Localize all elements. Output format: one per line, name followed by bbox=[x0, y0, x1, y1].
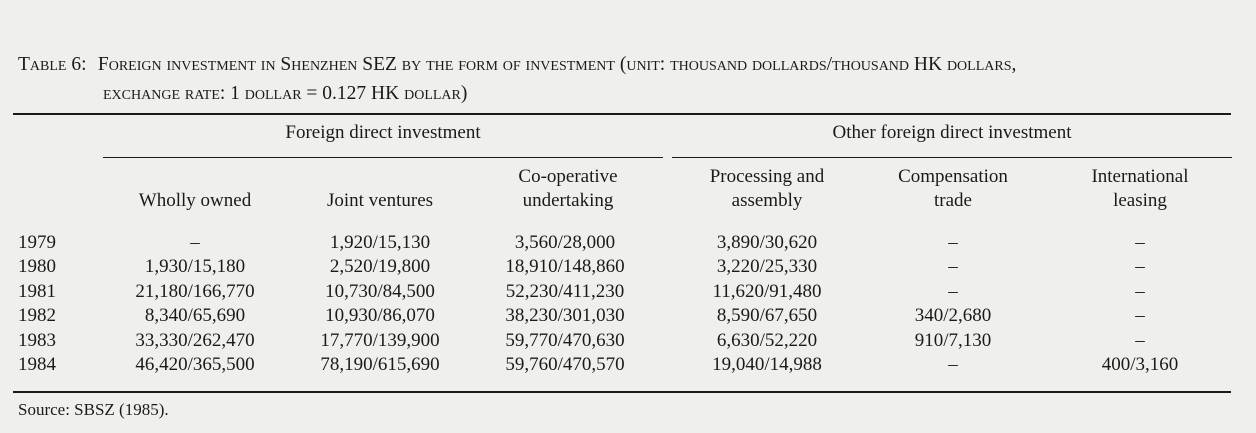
column-header-text: Compensation trade bbox=[898, 166, 1008, 211]
column-header-text: Co-operative undertaking bbox=[518, 166, 618, 211]
table-source-note: Source: SBSZ (1985). bbox=[18, 400, 169, 419]
table-cell: 3,890/30,620 bbox=[716, 232, 818, 253]
table-cell: – bbox=[948, 256, 958, 278]
table-cell: 18,910/148,860 bbox=[505, 256, 625, 278]
table-row bbox=[0, 255, 1256, 279]
table-cell: 2,520/19,800 bbox=[329, 256, 431, 278]
group-header-other-fdi: Other foreign direct investment bbox=[832, 122, 1072, 143]
column-header-processing-assembly bbox=[682, 165, 852, 213]
table-cell: 59,770/470,630 bbox=[505, 329, 625, 351]
table-row bbox=[0, 280, 1256, 304]
table-cell: – bbox=[1135, 305, 1145, 327]
table-cell: 59,760/470,570 bbox=[505, 354, 625, 375]
table-cell: 8,340/65,690 bbox=[144, 305, 246, 327]
row-year: 1984 bbox=[18, 354, 56, 375]
table-cell: 400/3,160 bbox=[1101, 354, 1179, 375]
table-cell: – bbox=[948, 280, 958, 302]
caption-text: Foreign investment in Shenzhen SEZ by the form of investment (unit: thousand dollards/thousand HK dollars, bbox=[97, 54, 1017, 75]
table-cell: 3,560/28,000 bbox=[514, 232, 616, 253]
column-header-joint-ventures: Joint ventures bbox=[326, 190, 434, 211]
table-cell: 10,930/86,070 bbox=[325, 305, 435, 327]
table-caption bbox=[18, 50, 1243, 108]
column-header-compensation-trade bbox=[868, 165, 1038, 213]
table-row bbox=[0, 231, 1256, 255]
table-cell: 38,230/301,030 bbox=[505, 305, 625, 327]
column-header-international-leasing bbox=[1055, 165, 1225, 213]
table-cell: 33,330/262,470 bbox=[135, 329, 255, 351]
column-header-text: International leasing bbox=[1091, 166, 1189, 211]
table-cell: 10,730/84,500 bbox=[325, 280, 435, 302]
table-cell: 52,230/411,230 bbox=[505, 280, 625, 302]
table-cell: 19,040/14,988 bbox=[712, 354, 822, 375]
table-cell: 6,630/52,220 bbox=[716, 329, 818, 351]
table-cell: 1,920/15,130 bbox=[329, 232, 431, 253]
table-cell: 3,220/25,330 bbox=[716, 256, 818, 278]
row-year: 1979 bbox=[18, 232, 56, 253]
caption-line-1 bbox=[18, 50, 1243, 79]
group-header-fdi: Foreign direct investment bbox=[285, 122, 481, 143]
table-cell: 78,190/615,690 bbox=[320, 354, 440, 375]
table-cell: – bbox=[190, 232, 200, 253]
table-cell: 17,770/139,900 bbox=[320, 329, 440, 351]
column-header-cooperative-undertaking bbox=[478, 165, 658, 213]
table-cell: 8,590/67,650 bbox=[716, 305, 818, 327]
table-cell: – bbox=[1135, 329, 1145, 351]
row-year: 1983 bbox=[18, 329, 56, 351]
table-cell: – bbox=[948, 354, 958, 375]
table-bottom-rule bbox=[13, 391, 1231, 393]
table-cell: 910/7,130 bbox=[914, 329, 992, 351]
table-row bbox=[0, 329, 1256, 353]
table-cell: – bbox=[1135, 280, 1145, 302]
group-rule-other-fdi bbox=[672, 157, 1232, 158]
row-year: 1981 bbox=[18, 280, 56, 302]
table-row bbox=[0, 353, 1256, 377]
table-cell: 11,620/91,480 bbox=[712, 280, 822, 302]
table-cell: – bbox=[1135, 256, 1145, 278]
column-header-text: Processing and assembly bbox=[709, 166, 825, 211]
table-cell: 1,930/15,180 bbox=[144, 256, 246, 278]
column-header-wholly-owned: Wholly owned bbox=[138, 190, 252, 211]
row-year: 1980 bbox=[18, 256, 56, 278]
group-rule-fdi bbox=[103, 157, 663, 158]
table-cell: – bbox=[1135, 232, 1145, 253]
caption-line-2: exchange rate: 1 dollar = 0.127 HK dollar) bbox=[103, 83, 468, 104]
caption-label: Table 6: bbox=[18, 54, 87, 75]
table-cell: 46,420/365,500 bbox=[135, 354, 255, 375]
table-cell: 21,180/166,770 bbox=[135, 280, 255, 302]
row-year: 1982 bbox=[18, 305, 56, 327]
table-top-rule bbox=[13, 113, 1231, 115]
table-cell: – bbox=[948, 232, 958, 253]
table-cell: 340/2,680 bbox=[914, 305, 992, 327]
table-row bbox=[0, 304, 1256, 328]
